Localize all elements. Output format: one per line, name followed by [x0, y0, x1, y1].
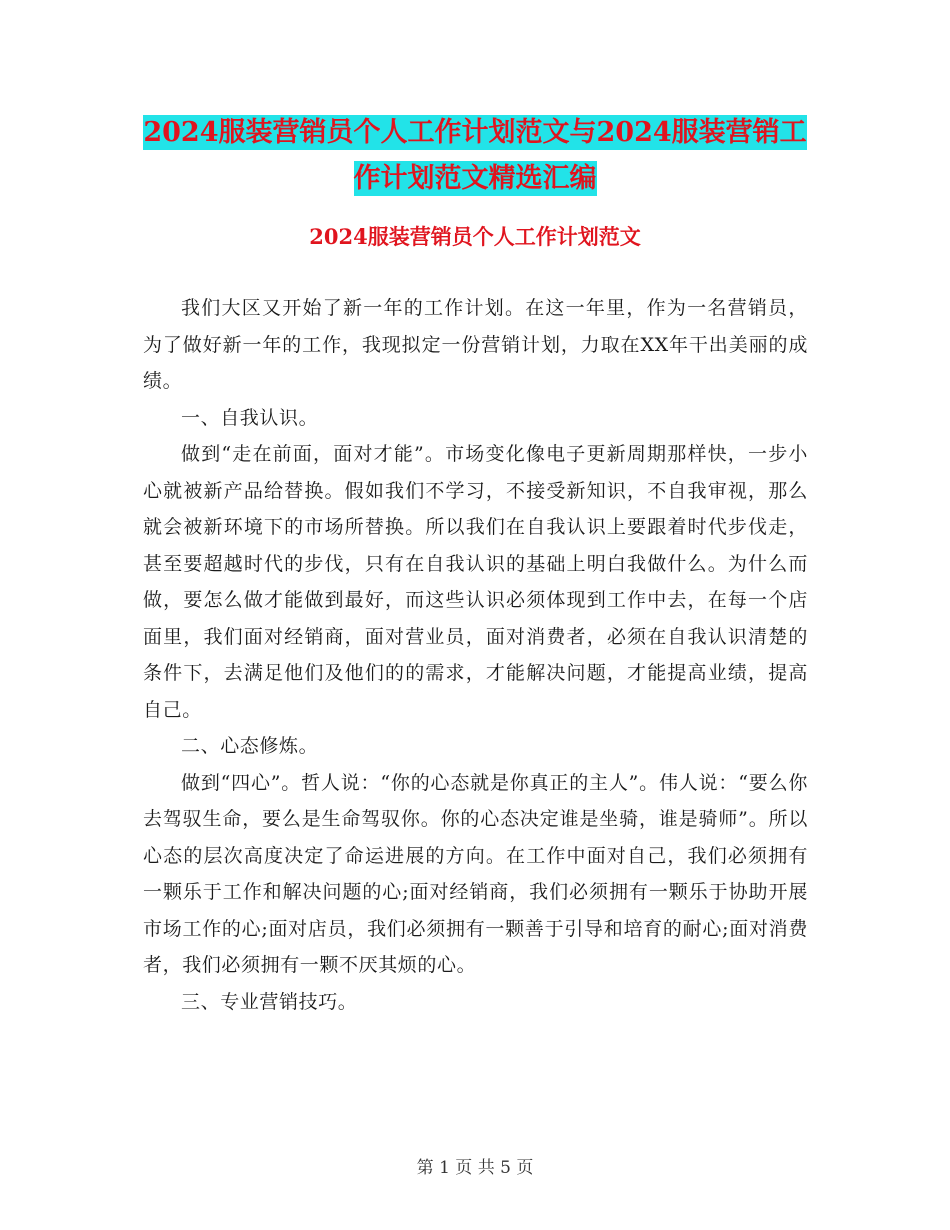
- paragraph-self-awareness: 做到“走在前面，面对才能”。市场变化像电子更新周期那样快，一步小心就被新产品给替换。假如我们不学习，不接受新知识，不自我审视，那么就会被新环境下的市场所替换。所以我们在自我认识上要跟着时代步伐走，甚至要超越时代的步伐，只有在自我认识的基础上明白我做什么。为什么而做，要怎么做才能做到最好，而这些认识必须体现到工作中去，在每一个店面里，我们面对经销商，面对营业员，面对消费者，必须在自我认识清楚的条件下，去满足他们及他们的的需求，才能解决问题，才能提高业绩，提高自己。: [143, 443, 808, 721]
- heading-self-awareness: 一、自我认识。: [181, 406, 319, 429]
- document-title-line2: 作计划范文精选汇编: [353, 163, 597, 194]
- document-title-line1: 2024服装营销员个人工作计划范文与2024服装营销工: [143, 117, 807, 148]
- heading-marketing-skills: 三、专业营销技巧。: [181, 990, 358, 1013]
- paragraph-mindset: 做到“四心”。哲人说：“你的心态就是你真正的主人”。伟人说：“要么你去驾驭生命，要么是生命驾驭你。你的心态决定谁是坐骑，谁是骑师”。所以心态的层次高度决定了命运进展的方向。在工作中面对自己，我们必须拥有一颗乐于工作和解决问题的心;面对经销商，我们必须拥有一颗乐于协助开展市场工作的心;面对店员，我们必须拥有一颗善于引导和培育的耐心;面对消费者，我们必须拥有一颗不厌其烦的心。: [143, 771, 808, 976]
- page-number: 第 1 页 共 5 页: [416, 1158, 534, 1178]
- section-title: 2024服装营销员个人工作计划范文: [309, 224, 641, 249]
- document-title: [0, 110, 950, 202]
- heading-mindset: 二、心态修炼。: [181, 735, 319, 757]
- paragraph-intro: 我们大区又开始了新一年的工作计划。在这一年里，作为一名营销员，为了做好新一年的工作，我现拟定一份营销计划，力取在XX年干出美丽的成绩。: [143, 297, 808, 392]
- document-body: [143, 290, 808, 1020]
